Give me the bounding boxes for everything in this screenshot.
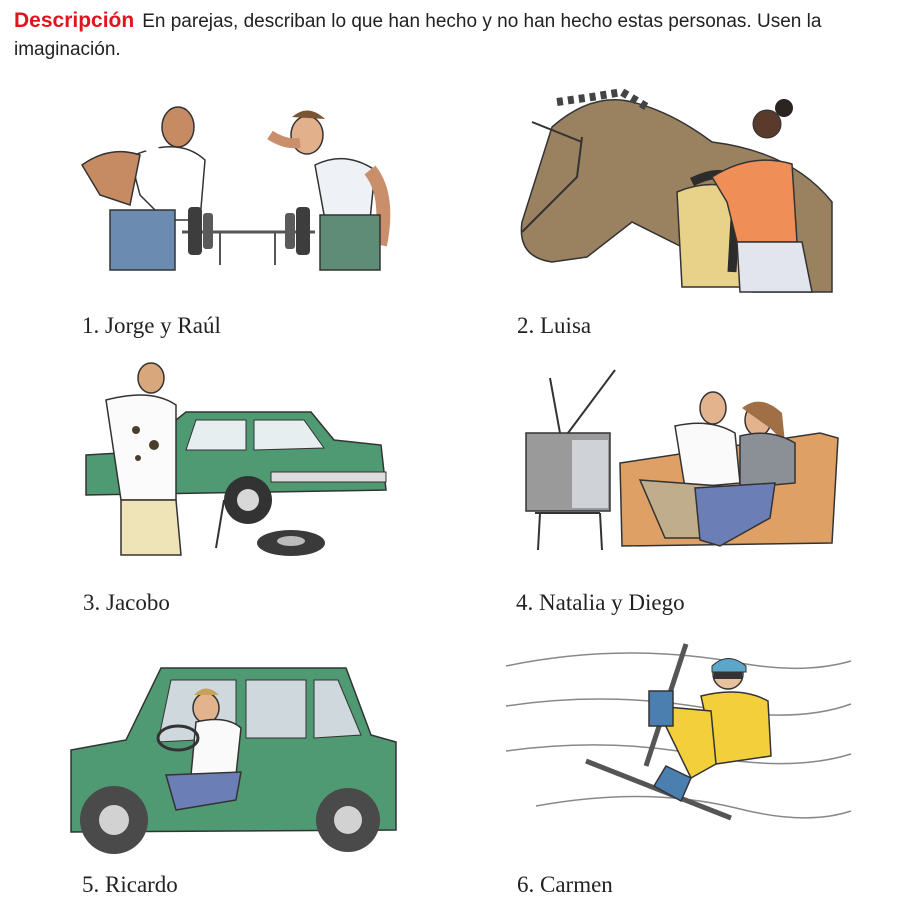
item-caption: 2. Luisa — [517, 313, 592, 338]
illustration-horse-saddle — [512, 82, 842, 297]
illustration-weightlifters — [70, 95, 410, 280]
item-caption: 5. Ricardo — [82, 872, 178, 897]
item-caption: 1. Jorge y Raúl — [82, 313, 221, 338]
exercise-instructions: En parejas, describan lo que han hecho y no han hecho estas personas. Usen la imaginación. — [14, 11, 822, 60]
illustration-couple-tv — [520, 368, 842, 560]
exercise-title: Descripción — [14, 9, 135, 32]
item-caption: 6. Carmen — [517, 872, 613, 897]
illustration-flat-tire — [76, 360, 388, 560]
illustration-car-sleeping — [66, 660, 400, 855]
item-caption: 4. Natalia y Diego — [516, 590, 685, 615]
illustration-skier — [506, 636, 856, 844]
item-caption: 3. Jacobo — [83, 590, 170, 615]
exercise-header — [14, 7, 898, 64]
